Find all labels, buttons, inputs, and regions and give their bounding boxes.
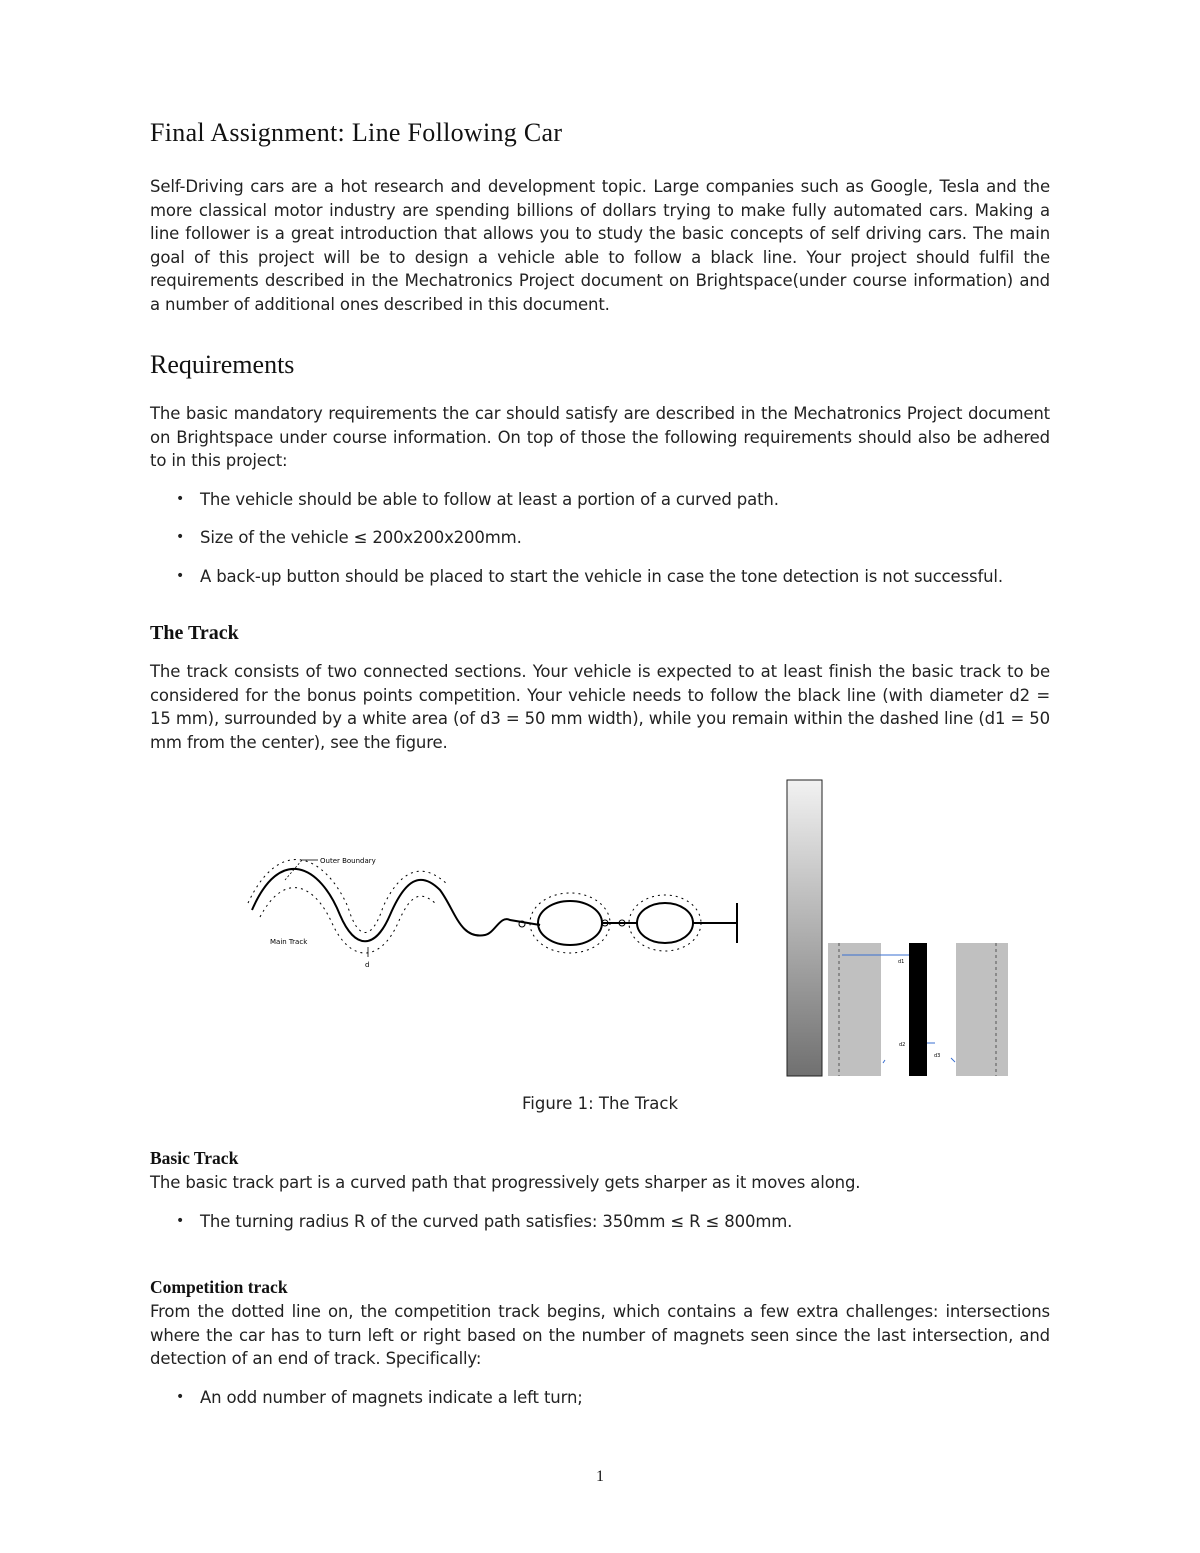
requirements-list xyxy=(150,488,1050,589)
requirements-text: The basic mandatory requirements the car should satisfy are described in the Mechatronics Project document on Brightspace under course information. On top of those the following requirements should also be adhered to in this project: xyxy=(150,404,1050,471)
track-paragraph: The track consists of two connected sections. Your vehicle is expected to at least finish the basic track to be considered for the bonus points competition. Your vehicle needs to follow the black line (with diameter d2 = 15 mm), surrounded by a white area (of d3 = 50 mm width), while you remain within the dashed line (d1 = 50 mm from the center), see the figure. xyxy=(150,662,1050,752)
list-item: • The turning radius R of the curved path satisfies: 350mm ≤ R ≤ 800mm. xyxy=(150,1210,1050,1234)
track-diagram xyxy=(240,845,750,975)
track-loop xyxy=(538,901,602,945)
figure-caption: Figure 1: The Track xyxy=(521,1094,679,1113)
d-label: d xyxy=(365,961,370,969)
competition-track-heading: Competition track xyxy=(150,1277,288,1297)
d1-label: d1 xyxy=(898,959,905,965)
track-heading: The Track xyxy=(150,622,239,644)
list-item: • Size of the vehicle ≤ 200x200x200mm. xyxy=(150,526,1050,550)
white-area-left xyxy=(828,943,881,1076)
competition-track-text: From the dotted line on, the competition track begins, which contains a few extra challenges: intersections where the car has to turn left or right based on the number of magnets seen since the last intersection, and detection of an end of track. Specifically: xyxy=(150,1302,1050,1369)
intro-paragraph: Self-Driving cars are a hot research and development topic. Large companies such as Google, Tesla and the more classical motor industry are spending billions of dollars trying to make fully automated cars. Making a line follower is a great introduction that allows you to study the basic concepts of self driving cars. The main goal of this project will be to design a vehicle able to follow a black line. Your project should fulfil the requirements described in the Mechatronics Project document on Brightspace(under course information) and a number of additional ones described in this document. xyxy=(150,177,1050,314)
track-loop xyxy=(637,903,693,943)
track-cross-section xyxy=(785,778,1010,1078)
requirements-heading: Requirements xyxy=(150,350,295,379)
main-track-label: Main Track xyxy=(270,938,308,946)
list-item: • An odd number of magnets indicate a left turn; xyxy=(150,1386,1050,1410)
main-track-line xyxy=(252,869,540,941)
outer-boundary-label: Outer Boundary xyxy=(320,857,376,865)
competition-track-section xyxy=(150,1300,1050,1409)
competition-track-list xyxy=(150,1386,1050,1410)
list-item: • The vehicle should be able to follow at least a portion of a curved path. xyxy=(150,488,1050,512)
page-number: 1 xyxy=(596,1468,604,1485)
requirements-section xyxy=(150,402,1050,589)
basic-track-text: The basic track part is a curved path that progressively gets sharper as it moves along. xyxy=(150,1173,861,1192)
basic-track-section xyxy=(150,1171,1050,1233)
page-title: Final Assignment: Line Following Car xyxy=(150,118,563,147)
basic-track-list xyxy=(150,1210,1050,1234)
outer-boundary-dashed xyxy=(248,860,448,933)
list-item: • A back-up button should be placed to start the vehicle in case the tone detection is not successful. xyxy=(150,565,1050,589)
black-line xyxy=(909,943,927,1076)
d3-label: d3 xyxy=(934,1053,941,1059)
d2-label: d2 xyxy=(899,1042,906,1048)
white-area-right xyxy=(956,943,1008,1076)
basic-track-heading: Basic Track xyxy=(150,1148,239,1168)
gradient-panel xyxy=(787,780,822,1076)
